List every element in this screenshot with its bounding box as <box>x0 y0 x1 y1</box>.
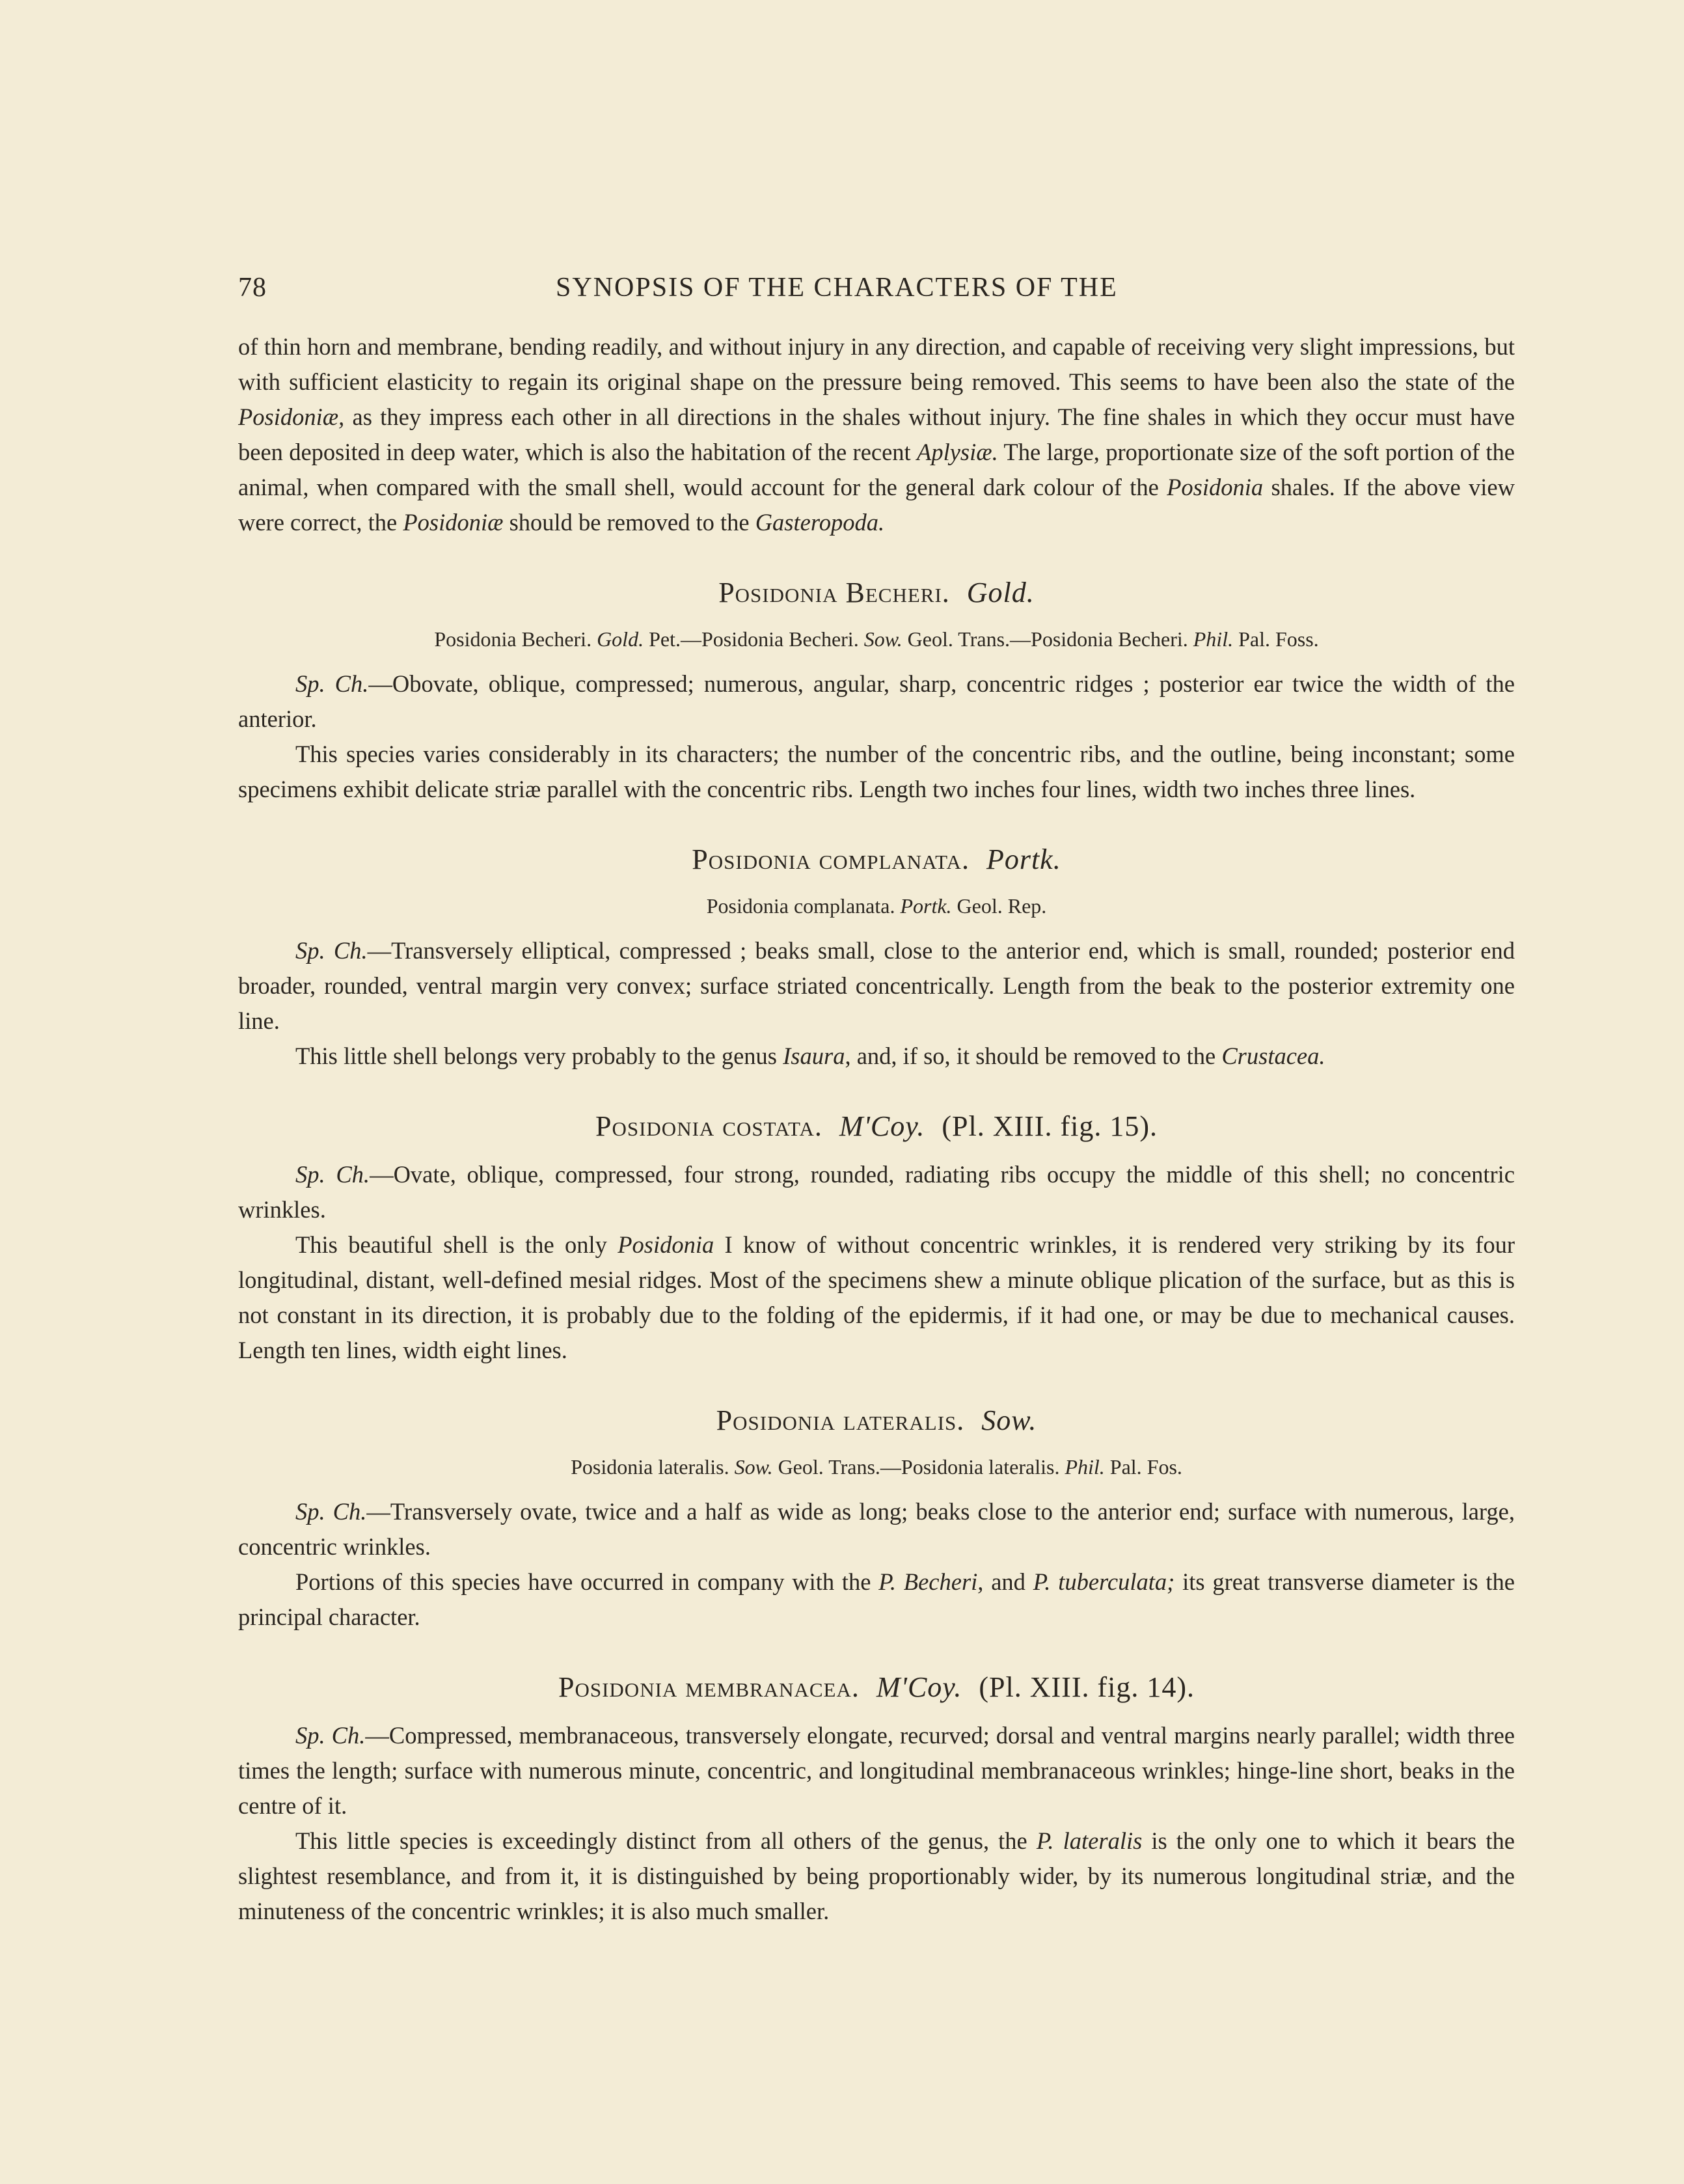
species-heading-membranacea: Posidonia membranacea. M'Coy. (Pl. XIII. fig. 14). <box>558 1671 1195 1703</box>
page-number: 78 <box>238 273 267 303</box>
species-heading-lateralis: Posidonia lateralis. Sow. <box>716 1404 1037 1436</box>
synonymy-lateralis: Posidonia lateralis. Sow. Geol. Trans.—Posidonia lateralis. Phil. Pal. Fos. <box>571 1455 1182 1479</box>
specific-character-membranacea: Sp. Ch.—Compressed, membranaceous, transversely elongate, recurved; dorsal and ventral margins nearly parallel; width three times the length; surface with numerous minute, concentric, and longitudinal membranaceous wrinkles; hinge-line short, beaks in the centre of it. <box>238 1722 1515 1819</box>
running-title: SYNOPSIS OF THE CHARACTERS OF THE <box>556 273 1118 303</box>
synonymy-complanata: Posidonia complanata. Portk. Geol. Rep. <box>706 894 1047 918</box>
synonymy-becheri: Posidonia Becheri. Gold. Pet.—Posidonia Becheri. Sow. Geol. Trans.—Posidonia Becheri. Phil. Pal. Foss. <box>434 627 1319 651</box>
specific-character-costata: Sp. Ch.—Ovate, oblique, compressed, four strong, rounded, radiating ribs occupy the middle of this shell; no concentric wrinkles. <box>238 1161 1515 1223</box>
species-heading-becheri: Posidonia Becheri. Gold. <box>718 577 1035 608</box>
remarks-membranacea: This little species is exceedingly distinct from all others of the genus, the P. lateralis is the only one to which it bears the slightest resemblance, and from it, it is distinguished by being proportionably wider, by its numerous longitudinal striæ, and the minuteness of the concentric wrinkles; it is also much smaller. <box>238 1827 1515 1924</box>
remarks-complanata: This little shell belongs very probably to the genus Isaura, and, if so, it should be removed to the Crustacea. <box>295 1043 1325 1069</box>
specific-character-lateralis: Sp. Ch.—Transversely ovate, twice and a half as wide as long; beaks close to the anterior end; surface with numerous, large, concentric wrinkles. <box>238 1498 1515 1560</box>
remarks-costata: This beautiful shell is the only Posidonia I know of without concentric wrinkles, it is rendered very striking by its four longitudinal, distant, well-defined mesial ridges. Most of the specimens shew a minute oblique plication of the surface, but as this is not constant in its direction, it is probably due to the folding of the epidermis, if it had one, or may be due to mechanical causes. Length ten lines, width eight lines. <box>238 1231 1515 1363</box>
intro-paragraph: of thin horn and membrane, bending readily, and without injury in any direction, and capable of receiving very slight impressions, but with sufficient elasticity to regain its original shape on the pressure being removed. This seems to have been also the state of the Posidoniæ, as they impress each other in all directions in the shales without injury. The fine shales in which they occur must have been deposited in deep water, which is also the habitation of the recent Aplysiæ. The large, proportionate size of the soft portion of the animal, when compared with the small shell, would account for the general dark colour of the Posidonia shales. If the above view were correct, the Posidoniæ should be removed to the Gasteropoda. <box>238 333 1515 536</box>
species-heading-complanata: Posidonia complanata. Portk. <box>692 843 1061 875</box>
specific-character-complanata: Sp. Ch.—Transversely elliptical, compressed ; beaks small, close to the anterior end, which is small, rounded; posterior end broader, rounded, ventral margin very convex; surface striated concentrically. Length from the beak to the posterior extremity one line. <box>238 937 1515 1034</box>
page-body <box>238 329 1515 1929</box>
remarks-lateralis: Portions of this species have occurred in company with the P. Becheri, and P. tuberculata; its great transverse diameter is the principal character. <box>238 1568 1515 1630</box>
species-heading-costata: Posidonia costata. M'Coy. (Pl. XIII. fig. 15). <box>595 1110 1158 1142</box>
remarks-becheri: This species varies considerably in its characters; the number of the concentric ribs, and the outline, being inconstant; some specimens exhibit delicate striæ parallel with the concentric ribs. Length two inches four lines, width two inches three lines. <box>238 741 1515 802</box>
specific-character-becheri: Sp. Ch.—Obovate, oblique, compressed; numerous, angular, sharp, concentric ridges ; posterior ear twice the width of the anterior. <box>238 670 1515 732</box>
